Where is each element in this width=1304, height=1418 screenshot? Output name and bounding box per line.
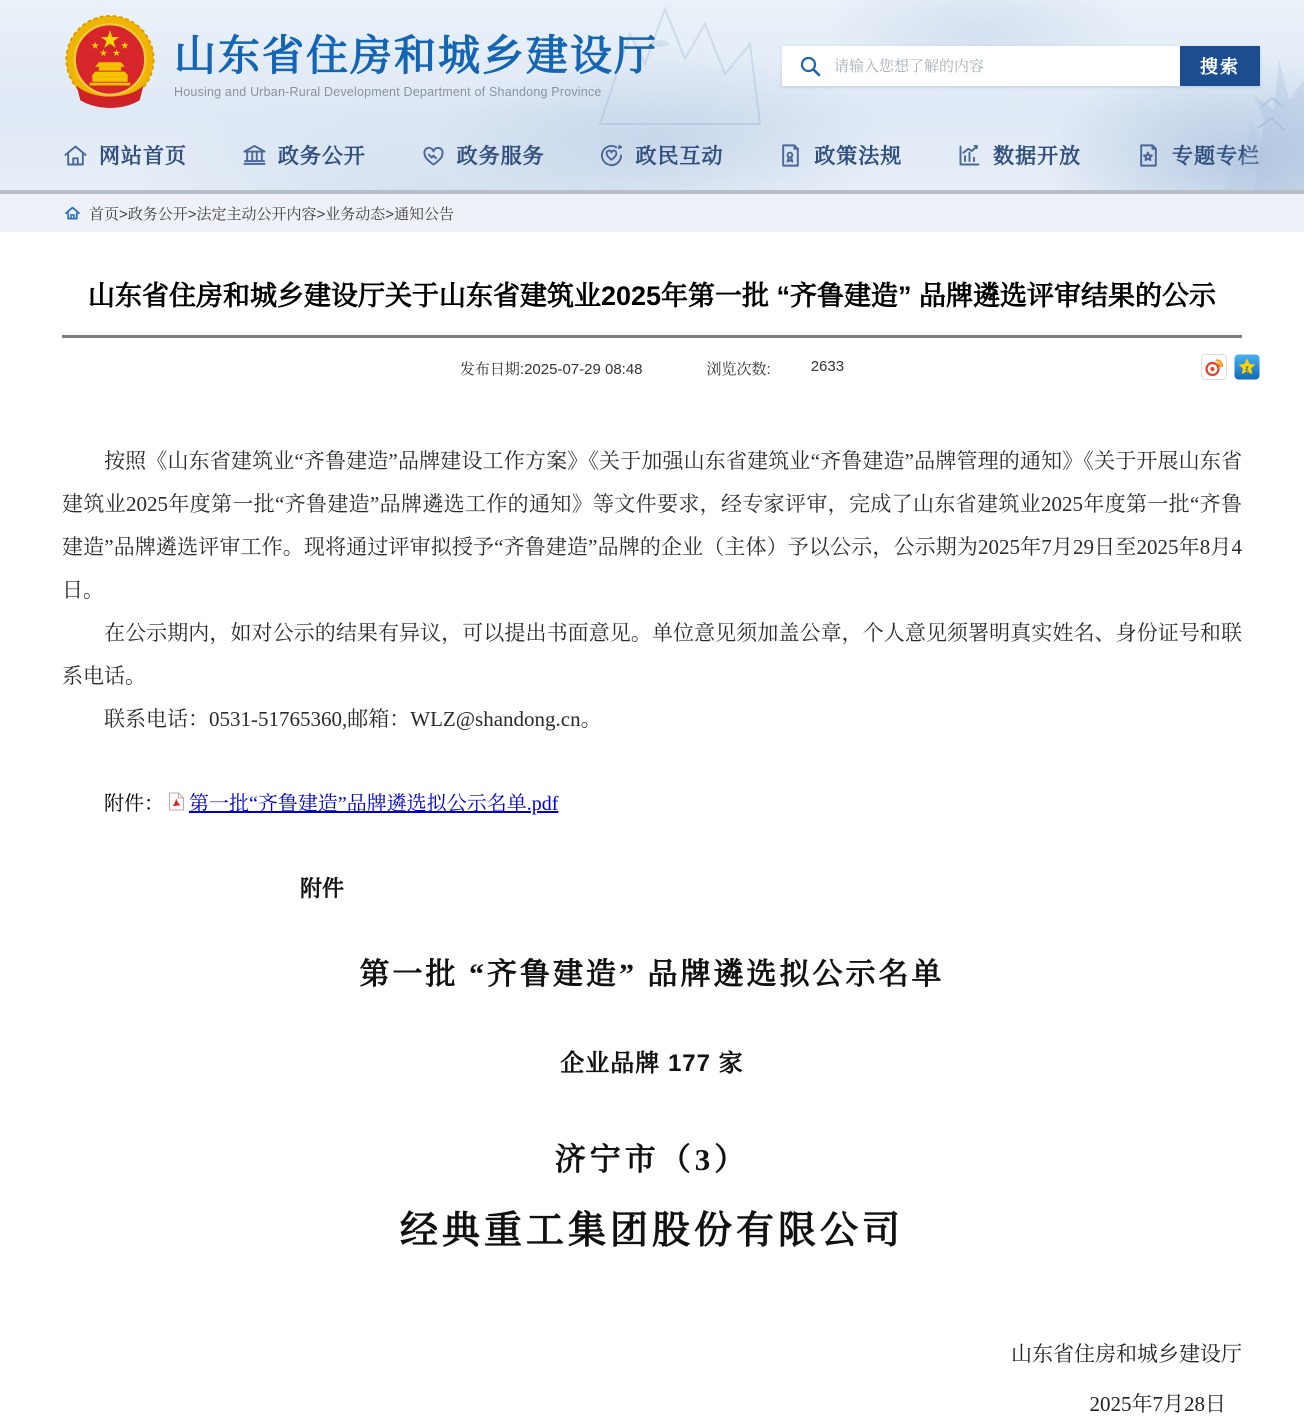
document-company-name: 经典重工集团股份有限公司	[399, 1210, 904, 1252]
weibo-share-icon[interactable]	[1201, 354, 1227, 380]
national-emblem-logo	[62, 15, 158, 117]
title-divider	[62, 335, 1242, 338]
site-title: 山东省住房和城乡建设厅	[174, 31, 659, 79]
search-button[interactable]: 搜索	[1180, 46, 1260, 86]
breadcrumb[interactable]	[0, 194, 1304, 232]
main-navigation	[62, 124, 1260, 186]
publish-date: 发布日期:2025-07-29 08:48	[459, 361, 643, 378]
header-top-row	[62, 14, 1260, 118]
document-star-icon	[1135, 142, 1162, 169]
paragraph: 在公示期内，如对公示的结果有异议，可以提出书面意见。单位意见须加盖公章，个人意见须署明真实姓名、身份证号和联系电话。	[62, 621, 1242, 688]
bank-icon	[241, 142, 268, 169]
nav-item-special-topics[interactable]	[1135, 140, 1260, 170]
qzone-share-icon[interactable]	[1234, 354, 1260, 380]
views-count: 2633	[810, 358, 845, 375]
document-signature-block	[62, 1338, 1242, 1418]
home-icon	[62, 142, 89, 169]
embedded-document	[62, 872, 1242, 1418]
nav-item-policies[interactable]	[777, 140, 902, 170]
nav-item-open-data[interactable]	[956, 140, 1081, 170]
site-identity	[174, 33, 658, 99]
attachment-link[interactable]: 第一批“齐鲁建造”品牌遴选拟公示名单.pdf	[189, 793, 559, 815]
nav-item-public-interaction[interactable]	[598, 140, 723, 170]
heart-circle-icon	[598, 142, 625, 169]
article-title: 山东省住房和城乡建设厅关于山东省建筑业2025年第一批 “齐鲁建造” 品牌遴选评审结果的公示	[87, 281, 1217, 311]
nav-label: 专题专栏	[1171, 145, 1260, 168]
signature-department: 山东省住房和城乡建设厅	[1011, 1342, 1242, 1366]
nav-label: 数据开放	[993, 145, 1082, 168]
bar-chart-icon	[956, 142, 983, 169]
nav-label: 政民互动	[635, 145, 724, 168]
page-header	[0, 0, 1304, 190]
article-content	[0, 274, 1304, 1418]
document-annex-label: 附件	[300, 876, 345, 901]
article-meta	[62, 354, 1249, 382]
nav-item-home[interactable]	[62, 140, 187, 170]
breadcrumb-path: 首页>政务公开>法定主动公开内容>业务动态>通知公告	[89, 205, 455, 223]
search-icon	[798, 54, 822, 78]
document-subtitle: 企业品牌 177 家	[560, 1050, 744, 1077]
signature-date: 2025年7月28日	[1089, 1392, 1226, 1416]
nav-item-gov-affairs[interactable]	[241, 140, 366, 170]
handshake-icon	[420, 142, 447, 169]
document-title: 第一批 “齐鲁建造” 品牌遴选拟公示名单	[359, 958, 945, 991]
share-buttons	[1201, 354, 1260, 380]
search-bar	[782, 46, 1260, 86]
document-seal-icon	[777, 142, 804, 169]
attachment-row	[62, 787, 1242, 816]
document-city-heading: 济宁市（3）	[554, 1142, 750, 1177]
nav-label: 网站首页	[99, 145, 187, 168]
paragraph: 按照《山东省建筑业“齐鲁建造”品牌建设工作方案》《关于加强山东省建筑业“齐鲁建造”品牌管理的通知》《关于开展山东省建筑业2025年度第一批“齐鲁建造”品牌遴选工作的通知》等文件要求，经专家评审，完成了山东省建筑业2025年度第一批“齐鲁建造”品牌遴选评审工作。现将通过评审拟授予“齐鲁建造”品牌的企业（主体）予以公示，公示期为2025年7月29日至2025年8月4日。	[62, 449, 1242, 602]
views-label: 浏览次数:	[706, 361, 771, 378]
nav-label: 政策法规	[814, 145, 903, 168]
paragraph-contact: 联系电话：0531-51765360,邮箱：WLZ@shandong.cn。	[104, 707, 602, 731]
breadcrumb-home-icon	[64, 205, 81, 221]
search-input[interactable]	[782, 46, 1180, 86]
svg-text:z: z	[1245, 363, 1249, 373]
nav-item-gov-services[interactable]	[420, 140, 545, 170]
pdf-file-icon	[168, 792, 185, 811]
site-subtitle: Housing and Urban-Rural Development Department of Shandong Province	[174, 85, 602, 100]
nav-label: 政务服务	[456, 145, 545, 168]
search-box	[782, 46, 1180, 86]
article-body	[62, 440, 1242, 741]
attachment-label: 附件：	[104, 793, 164, 815]
nav-label: 政务公开	[277, 145, 366, 168]
